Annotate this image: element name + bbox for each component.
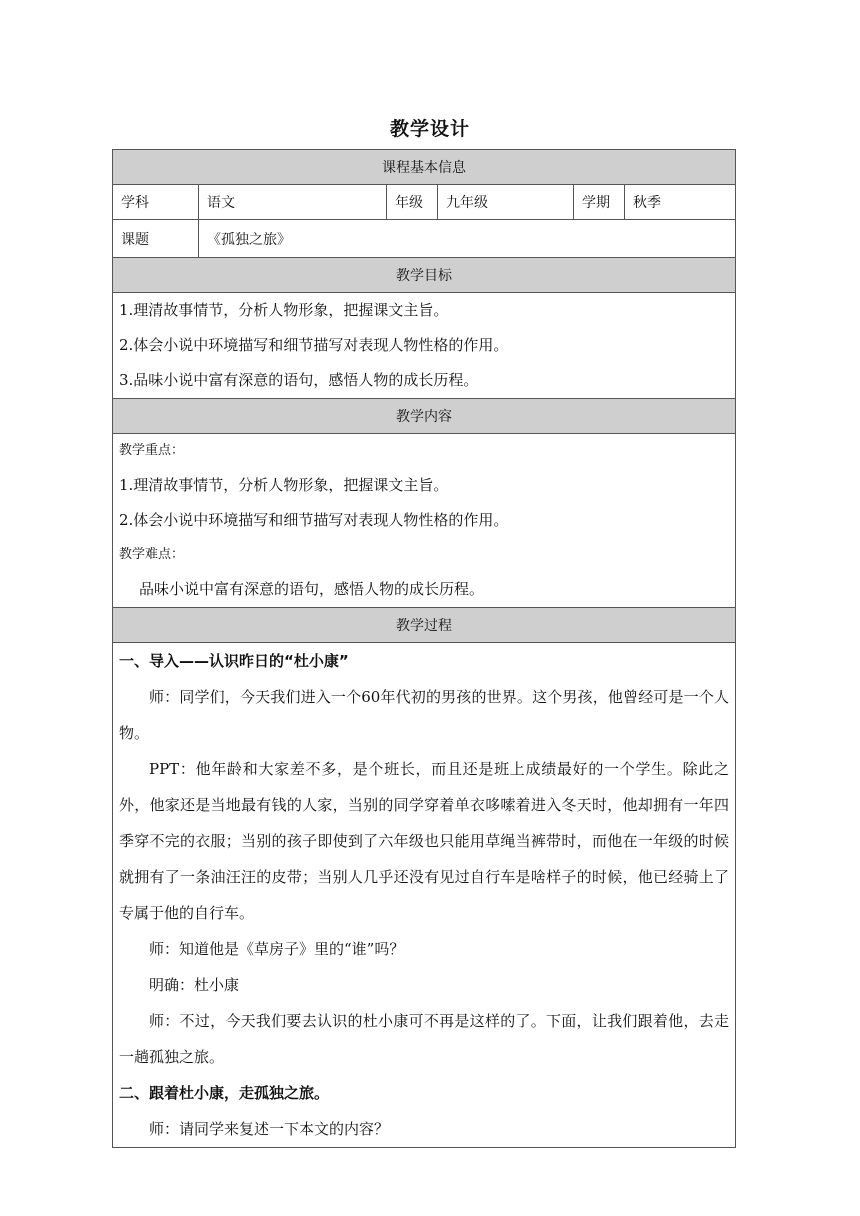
lesson-plan-table xyxy=(112,149,736,1148)
key-points-label: 教学重点： xyxy=(119,443,185,458)
content-block xyxy=(113,434,735,608)
objectives-block xyxy=(113,293,735,399)
difficulty-label: 教学难点： xyxy=(119,547,185,562)
section-title: 二、跟着杜小康，走孤独之旅。 xyxy=(119,1084,330,1102)
topic-value: 《孤独之旅》 xyxy=(207,231,291,248)
process-paragraph: 师：知道他是《草房子》里的“谁”吗？ xyxy=(149,940,405,958)
key-point-item: 1.理清故事情节，分析人物形象，把握课文主旨。 xyxy=(119,476,449,494)
subject-value: 语文 xyxy=(199,185,387,219)
process-paragraph: 师：请同学来复述一下本文的内容？ xyxy=(149,1120,390,1138)
difficulty-item: 品味小说中富有深意的语句，感悟人物的成长历程。 xyxy=(139,580,485,598)
course-info-row xyxy=(113,185,735,220)
topic-label: 课题 xyxy=(113,220,199,257)
term-label: 学期 xyxy=(574,185,625,219)
process-paragraph: 明确：杜小康 xyxy=(149,976,240,994)
process-paragraph: PPT：他年龄和大家差不多，是个班长，而且还是班上成绩最好的一个学生。除此之外，他家还是当地最有钱的人家，当别的同学穿着单衣哆嗦着进入冬天时，他却拥有一年四季穿不完的衣服；当别的孩子即使到了六年级也只能用草绳当裤带时，而他在一年级的时候就拥有了一条油汪汪的皮带；当别人几乎还没有见过自行车是啥样子的时候，他已经骑上了专属于他的自行车。 xyxy=(119,760,729,922)
process-paragraph: 师：不过，今天我们要去认识的杜小康可不再是这样的了。下面，让我们跟着他，去走一趟孤独之旅。 xyxy=(119,1012,729,1066)
objectives-header: 教学目标 xyxy=(113,258,735,293)
objective-item: 2.体会小说中环境描写和细节描写对表现人物性格的作用。 xyxy=(119,336,509,354)
document-title: 教学设计 xyxy=(389,118,470,140)
topic-row xyxy=(113,220,735,258)
objective-item: 3.品味小说中富有深意的语句，感悟人物的成长历程。 xyxy=(119,371,479,389)
objective-item: 1.理清故事情节，分析人物形象，把握课文主旨。 xyxy=(119,301,449,319)
grade-label: 年级 xyxy=(387,185,438,219)
content-header: 教学内容 xyxy=(113,399,735,434)
process-header: 教学过程 xyxy=(113,608,735,643)
process-block xyxy=(113,643,735,1147)
grade-value: 九年级 xyxy=(438,185,574,219)
term-value: 秋季 xyxy=(633,195,661,211)
subject-label: 学科 xyxy=(113,185,199,219)
process-paragraph: 师：同学们，今天我们进入一个60年代初的男孩的世界。这个男孩，他曾经可是一个人物。 xyxy=(119,688,729,742)
section-title: 一、导入——认识昨日的“杜小康” xyxy=(119,652,349,670)
course-info-header: 课程基本信息 xyxy=(113,150,735,185)
key-point-item: 2.体会小说中环境描写和细节描写对表现人物性格的作用。 xyxy=(119,511,509,529)
